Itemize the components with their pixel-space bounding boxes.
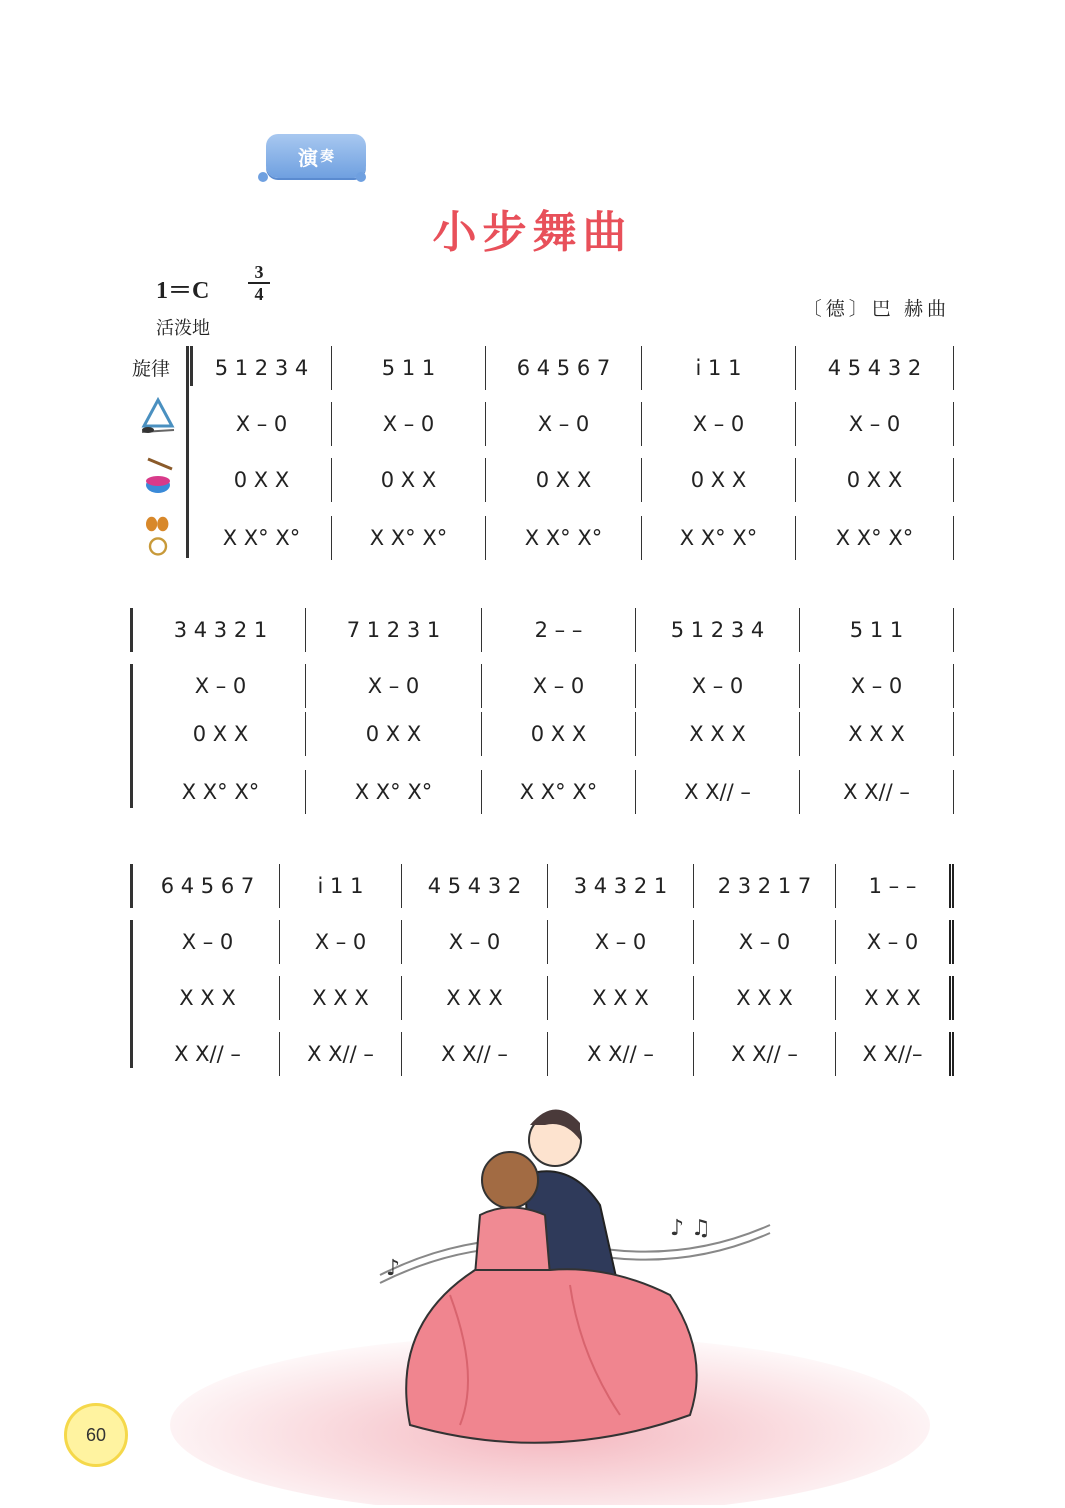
measure: X X X — [736, 986, 793, 1010]
system-2-triangle — [136, 664, 954, 708]
measure: i 1 1 — [695, 356, 742, 380]
measure: X – 0 — [181, 930, 234, 954]
badge-note-icon — [356, 172, 366, 182]
measure: 0 X X — [535, 468, 592, 492]
key-signature: 1＝C — [156, 278, 210, 304]
measure: X X° X° — [369, 526, 448, 550]
measure: X X// – — [731, 1042, 798, 1066]
system-1-drum — [192, 458, 954, 502]
triangle-icon — [138, 396, 178, 436]
measure: X X X — [848, 722, 905, 746]
measure: 3 4 3 2 1 — [173, 618, 268, 642]
measure: X X X — [864, 986, 921, 1010]
measure: X X° X° — [835, 526, 914, 550]
badge-small-text: 奏 — [320, 148, 334, 164]
maracas-tambourine-icon — [138, 516, 178, 556]
measure: X X// – — [174, 1042, 241, 1066]
measure: X X X — [312, 986, 369, 1010]
measure: 6 4 5 6 7 — [160, 874, 255, 898]
measure: X – 0 — [866, 930, 919, 954]
measure: 5 1 2 3 4 — [670, 618, 765, 642]
tempo-marking: 活泼地 — [156, 318, 210, 338]
time-top: 3 — [254, 262, 264, 282]
dancing-couple-illustration — [150, 1095, 950, 1505]
measure: 0 X X — [690, 468, 747, 492]
measure: X X// – — [843, 780, 910, 804]
measure: X X// – — [307, 1042, 374, 1066]
system-2-melody — [136, 608, 954, 652]
measure: X X° X° — [354, 780, 433, 804]
measure: X – 0 — [314, 930, 367, 954]
measure: X – 0 — [850, 674, 903, 698]
measure: 5 1 1 — [381, 356, 436, 380]
measure: X – 0 — [738, 930, 791, 954]
svg-text:♪: ♪ — [386, 1256, 401, 1281]
melody-label: 旋律 — [132, 359, 171, 380]
measure: 0 X X — [530, 722, 587, 746]
system-2-maracas — [136, 770, 954, 814]
measure: X X// – — [587, 1042, 654, 1066]
system-3-melody — [136, 864, 954, 908]
measure: 0 X X — [233, 468, 290, 492]
drum-icon — [138, 455, 178, 495]
measure: X X° X° — [519, 780, 598, 804]
measure: X X// – — [684, 780, 751, 804]
time-signature — [248, 262, 270, 304]
measure: X – 0 — [594, 930, 647, 954]
measure: X – 0 — [448, 930, 501, 954]
measure: 1 – – — [868, 874, 917, 898]
measure: X X X — [179, 986, 236, 1010]
measure: X X//– — [862, 1042, 923, 1066]
measure: 0 X X — [380, 468, 437, 492]
measure: X – 0 — [537, 412, 590, 436]
measure: X X X — [592, 986, 649, 1010]
composer-credit: 〔德〕巴 赫曲 — [802, 299, 950, 320]
system-3-drum — [136, 976, 954, 1020]
measure: X – 0 — [367, 674, 420, 698]
system-1-melody — [192, 346, 954, 390]
measure: X X° X° — [222, 526, 301, 550]
measure: 0 X X — [846, 468, 903, 492]
measure: 6 4 5 6 7 — [516, 356, 611, 380]
system-2-drum — [136, 712, 954, 756]
system-3-triangle — [136, 920, 954, 964]
measure: X X X — [446, 986, 503, 1010]
measure: i 1 1 — [317, 874, 364, 898]
measure: 0 X X — [365, 722, 422, 746]
badge-main-text: 演 — [298, 147, 318, 170]
measure: 5 1 2 3 4 — [214, 356, 309, 380]
measure: X – 0 — [691, 674, 744, 698]
measure: 2 3 2 1 7 — [717, 874, 812, 898]
measure: X X° X° — [181, 780, 260, 804]
measure: 0 X X — [192, 722, 249, 746]
measure: X X// – — [441, 1042, 508, 1066]
measure: X – 0 — [848, 412, 901, 436]
measure: 4 5 4 3 2 — [827, 356, 922, 380]
measure: X – 0 — [235, 412, 288, 436]
measure: 3 4 3 2 1 — [573, 874, 668, 898]
measure: 7 1 2 3 1 — [346, 618, 441, 642]
measure: X X° X° — [524, 526, 603, 550]
measure: 5 1 1 — [849, 618, 904, 642]
measure: X – 0 — [532, 674, 585, 698]
system-3-maracas — [136, 1032, 954, 1076]
time-bottom: 4 — [254, 284, 264, 304]
measure: 2 – – — [534, 618, 583, 642]
page-number: 60 — [64, 1403, 128, 1467]
measure: X – 0 — [382, 412, 435, 436]
badge-note-icon — [258, 172, 268, 182]
measure: 4 5 4 3 2 — [427, 874, 522, 898]
section-badge — [266, 134, 366, 178]
song-title: 小步舞曲 — [432, 207, 633, 258]
measure: X – 0 — [194, 674, 247, 698]
svg-text:♪ ♫: ♪ ♫ — [670, 1216, 711, 1241]
measure: X – 0 — [692, 412, 745, 436]
system-1-maracas — [192, 516, 954, 560]
measure: X X X — [689, 722, 746, 746]
system-1-triangle — [192, 402, 954, 446]
measure: X X° X° — [679, 526, 758, 550]
